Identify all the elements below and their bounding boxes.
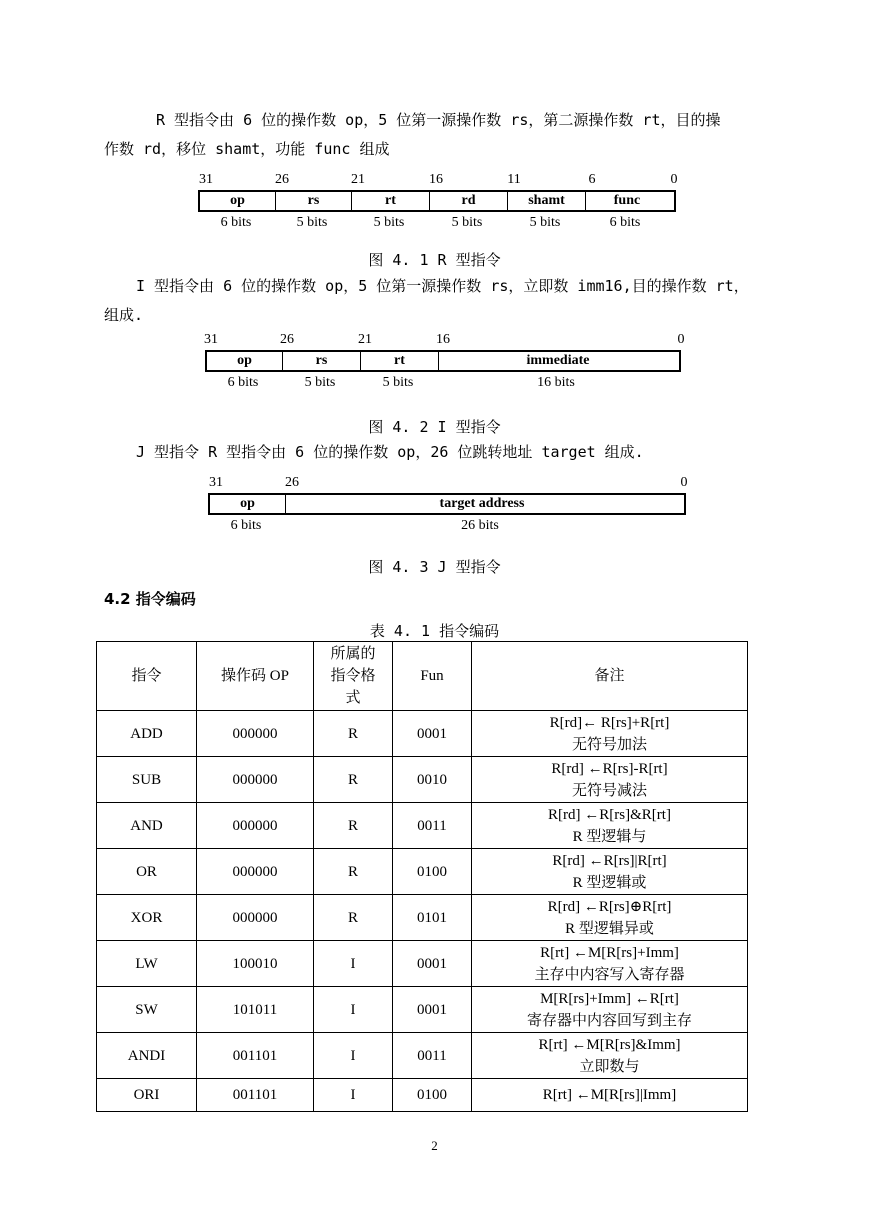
cell-fmt: R	[314, 895, 393, 941]
bit-number: 26	[285, 475, 299, 490]
figure-caption-r: 图 4. 1 R 型指令	[368, 251, 501, 269]
cell-fmt: R	[314, 711, 393, 757]
paragraph-line: I 型指令由 6 位的操作数 op，5 位第一源操作数 rs，立即数 imm16,目的操作数 rt，	[136, 277, 749, 295]
table-row	[97, 757, 748, 803]
note-formula: R[rt] ←M[R[rs]+Imm]	[540, 944, 679, 961]
bit-width-row	[205, 372, 681, 394]
bit-width-row	[198, 212, 676, 234]
section-heading: 4.2 指令编码	[104, 590, 196, 608]
field-cell: shamt	[508, 192, 586, 210]
bit-number: 21	[358, 332, 372, 347]
j-type-format-figure	[208, 475, 686, 537]
note-description: 立即数与	[579, 1058, 640, 1075]
bit-number: 0	[670, 172, 678, 187]
bit-number: 26	[275, 172, 289, 187]
cell-inst: ADD	[97, 711, 197, 757]
cell-fun: 0010	[393, 757, 472, 803]
bit-number: 31	[209, 475, 223, 490]
cell-op: 000000	[197, 757, 314, 803]
field-width-label: 5 bits	[529, 215, 561, 230]
field-cell: immediate	[526, 353, 590, 368]
paragraph-i-type	[104, 272, 768, 330]
field-cell: rt	[361, 352, 439, 370]
note-formula: R[rt] ←M[R[rs]|Imm]	[542, 1087, 677, 1103]
table-row	[97, 849, 748, 895]
bit-number: 26	[280, 332, 294, 347]
table-caption: 表 4. 1 指令编码	[369, 622, 500, 640]
cell-fun: 0100	[393, 849, 472, 895]
field-width-label: 5 bits	[304, 375, 336, 390]
bit-number: 6	[588, 172, 596, 187]
bit-number-row	[198, 172, 676, 190]
table-header-row	[97, 642, 748, 711]
field-cell: op	[207, 352, 283, 370]
paragraph-line: 组成.	[104, 306, 144, 324]
cell-op: 101011	[197, 987, 314, 1033]
column-header-fun: Fun	[393, 642, 472, 711]
cell-fmt: R	[314, 757, 393, 803]
cell-op: 001101	[197, 1079, 314, 1112]
bit-number: 0	[677, 332, 685, 347]
cell-inst: XOR	[97, 895, 197, 941]
cell-inst: ORI	[97, 1079, 197, 1112]
cell-fmt: R	[314, 803, 393, 849]
field-cell: rs	[283, 352, 361, 370]
bit-number: 0	[680, 475, 688, 490]
field-width-label: 5 bits	[451, 215, 483, 230]
table-row	[97, 803, 748, 849]
cell-fmt: I	[314, 987, 393, 1033]
bit-number: 16	[436, 332, 450, 347]
paragraph-line: 作数 rd，移位 shamt，功能 func 组成	[104, 140, 390, 158]
table-row	[97, 987, 748, 1033]
paragraph-line: R 型指令由 6 位的操作数 op，5 位第一源操作数 rs，第二源操作数 rt，目的操	[156, 111, 721, 129]
column-header-instruction: 指令	[97, 642, 197, 711]
field-width-label: 16 bits	[537, 375, 575, 390]
note-description: 主存中内容写入寄存器	[534, 966, 685, 983]
note-formula: R[rd] ←R[rs]&R[rt]	[548, 806, 671, 823]
bit-number: 11	[507, 172, 521, 187]
paragraph-line: J 型指令 R 型指令由 6 位的操作数 op，26 位跳转地址 target 组成.	[136, 443, 644, 461]
note-description: 寄存器中内容回写到主存	[526, 1012, 692, 1029]
field-width-label: 6 bits	[230, 518, 262, 533]
cell-op: 000000	[197, 803, 314, 849]
cell-fun: 0001	[393, 941, 472, 987]
field-width-label: 5 bits	[373, 215, 405, 230]
bit-number: 21	[351, 172, 365, 187]
cell-fun: 0101	[393, 895, 472, 941]
note-description: R 型逻辑与	[572, 828, 647, 845]
field-cell: func	[613, 193, 641, 208]
instruction-encoding-table	[96, 641, 748, 1112]
format-header-text: 所属的指令格式	[330, 646, 376, 706]
cell-fmt: I	[314, 941, 393, 987]
field-cell: rd	[430, 192, 508, 210]
bit-number-row	[208, 475, 686, 493]
field-width-label: 6 bits	[220, 215, 252, 230]
column-header-format	[314, 642, 393, 711]
table-row	[97, 1079, 748, 1112]
table-row	[97, 895, 748, 941]
cell-note	[472, 1033, 748, 1079]
cell-fmt: R	[314, 849, 393, 895]
cell-inst: SW	[97, 987, 197, 1033]
paragraph-j-type	[104, 438, 768, 467]
cell-op: 000000	[197, 711, 314, 757]
table-row	[97, 711, 748, 757]
cell-fmt: I	[314, 1033, 393, 1079]
cell-note	[472, 849, 748, 895]
cell-inst: LW	[97, 941, 197, 987]
field-cell: rt	[352, 192, 430, 210]
field-width-label: 5 bits	[382, 375, 414, 390]
cell-fun: 0011	[393, 1033, 472, 1079]
cell-note	[472, 711, 748, 757]
field-cell: op	[200, 192, 276, 210]
cell-fun: 0011	[393, 803, 472, 849]
note-description: R 型逻辑异或	[565, 920, 654, 937]
note-description: 无符号加法	[571, 736, 647, 753]
field-width-label: 26 bits	[461, 518, 499, 533]
cell-op: 000000	[197, 849, 314, 895]
bit-number-row	[204, 332, 685, 350]
r-type-format-figure	[198, 172, 676, 234]
bit-number: 31	[204, 332, 218, 347]
cell-note	[472, 895, 748, 941]
field-box	[205, 350, 681, 372]
note-formula: R[rd]← R[rs]+R[rt]	[549, 714, 670, 731]
cell-note	[472, 987, 748, 1033]
column-header-opcode: 操作码 OP	[197, 642, 314, 711]
cell-op: 100010	[197, 941, 314, 987]
cell-inst: SUB	[97, 757, 197, 803]
cell-fmt: I	[314, 1079, 393, 1112]
cell-inst: OR	[97, 849, 197, 895]
paragraph-r-type	[104, 106, 768, 164]
figure-caption-j: 图 4. 3 J 型指令	[368, 558, 501, 576]
cell-inst: AND	[97, 803, 197, 849]
cell-inst: ANDI	[97, 1033, 197, 1079]
column-header-note: 备注	[472, 642, 748, 711]
bit-number: 31	[199, 172, 213, 187]
field-box	[208, 493, 686, 515]
note-formula: R[rd] ←R[rs]|R[rt]	[552, 852, 667, 869]
i-type-format-figure	[204, 332, 685, 394]
field-cell: op	[210, 495, 286, 513]
cell-note	[472, 757, 748, 803]
field-width-label: 5 bits	[296, 215, 328, 230]
note-formula: R[rt] ←M[R[rs]&Imm]	[538, 1036, 681, 1053]
cell-op: 001101	[197, 1033, 314, 1079]
cell-op: 000000	[197, 895, 314, 941]
note-formula: R[rd] ←R[rs]⊕R[rt]	[547, 898, 672, 915]
cell-note	[472, 803, 748, 849]
field-cell: target address	[439, 496, 525, 511]
note-formula: R[rd] ←R[rs]-R[rt]	[551, 760, 668, 777]
table-row	[97, 941, 748, 987]
field-box	[198, 190, 676, 212]
table-row	[97, 1033, 748, 1079]
figure-caption-i: 图 4. 2 I 型指令	[368, 418, 501, 436]
cell-fun: 0001	[393, 987, 472, 1033]
cell-note	[472, 1079, 748, 1112]
field-width-label: 6 bits	[609, 215, 641, 230]
note-description: 无符号减法	[571, 782, 647, 799]
cell-fun: 0100	[393, 1079, 472, 1112]
page-number: 2	[431, 1138, 438, 1153]
field-cell: rs	[276, 192, 352, 210]
cell-note	[472, 941, 748, 987]
bit-number: 16	[429, 172, 443, 187]
cell-fun: 0001	[393, 711, 472, 757]
note-formula: M[R[rs]+Imm] ←R[rt]	[540, 990, 679, 1007]
field-width-label: 6 bits	[227, 375, 259, 390]
bit-width-row	[208, 515, 686, 537]
note-description: R 型逻辑或	[572, 874, 647, 891]
